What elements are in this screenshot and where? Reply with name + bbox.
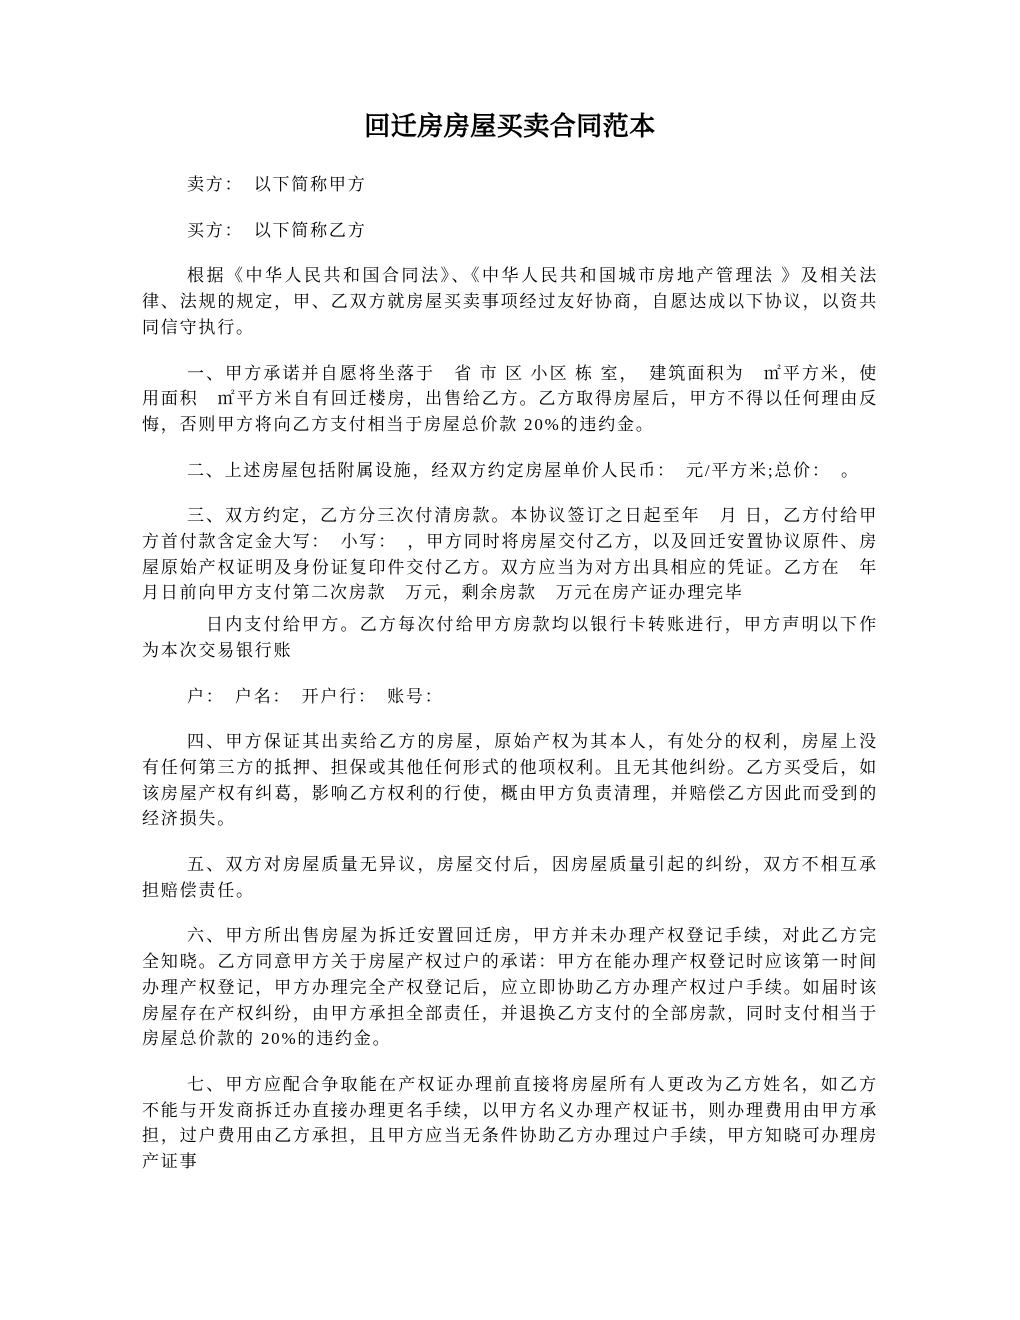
paragraph-clause-4: 四、甲方保证其出卖给乙方的房屋，原始产权为其本人，有处分的权利，房屋上没有任何第三方的抵押、担保或其他任何形式的他项权利。且无其他纠纷。乙方买受后，如该房屋产权有纠葛，影响乙方权利的行使，概由甲方负责清理，并赔偿乙方因此而受到的经济损失。 <box>142 732 878 829</box>
paragraph-clause-1: 一、甲方承诺并自愿将坐落于 省 市 区 小区 栋 室， 建筑面积为 ㎡平方米，使用面积 ㎡平方米自有回迁楼房，出售给乙方。乙方取得房屋后，甲方不得以任何理由反悔，否则甲方将向乙方支付相当于房屋总价款 20%的违约金。 <box>142 363 878 434</box>
paragraph-clause-6: 六、甲方所出售房屋为拆迁安置回迁房，甲方并未办理产权登记手续，对此乙方完全知晓。乙方同意甲方关于房屋产权过户的承诺：甲方在能办理产权登记时应该第一时间办理产权登记，甲方办理完全产权登记后，应立即协助乙方办理产权过户手续。如届时该房屋存在产权纠纷，由甲方承担全部责任，并退换乙方支付的全部房款，同时支付相当于房屋总价款的 20%的违约金。 <box>142 926 878 1049</box>
paragraph-clause-5: 五、双方对房屋质量无异议，房屋交付后，因房屋质量引起的纠纷，双方不相互承担赔偿责任。 <box>142 855 878 900</box>
paragraph-preamble: 根据《中华人民共和国合同法》、《中华人民共和国城市房地产管理法 》及相关法律、法规的规定，甲、乙双方就房屋买卖事项经过友好协商，自愿达成以下协议，以资共同信守执行。 <box>142 266 878 337</box>
paragraph-seller-line: 卖方： 以下简称甲方 <box>187 175 367 194</box>
paragraph-clause-7: 七、甲方应配合争取能在产权证办理前直接将房屋所有人更改为乙方姓名，如乙方不能与开发商拆迁办直接办理更名手续，以甲方名义办理产权证书，则办理费用由甲方承担，过户费用由乙方承担，且甲方应当无条件协助乙方办理过户手续，甲方知晓可办理房产证事 <box>142 1074 878 1172</box>
paragraph-clause-3-continuation: 日内支付给甲方。乙方每次付给甲方房款均以银行卡转账进行，甲方声明以下作为本次交易银行账 <box>142 615 878 660</box>
paragraph-buyer-line: 买方： 以下简称乙方 <box>187 220 367 240</box>
paragraph-bank-account-fields: 户： 户名： 开户行： 账号： <box>187 686 444 706</box>
paragraph-clause-2: 二、上述房屋包括附属设施，经双方约定房屋单价人民币： 元/平方米;总价： 。 <box>187 460 860 480</box>
paragraph-clause-3: 三、双方约定，乙方分三次付清房款。本协议签订之日起至年 月 日，乙方付给甲方首付款含定金大写： 小写： ，甲方同时将房屋交付乙方，以及回迁安置协议原件、房屋原始产权证明及身份证复印件交付乙方。双方应当为对方出具相应的凭证。乙方在 年 月日前向甲方支付第二次房款 万元，剩余房款 万元在房产证办理完毕 <box>142 506 878 603</box>
document-title: 回迁房房屋买卖合同范本 <box>364 112 656 141</box>
